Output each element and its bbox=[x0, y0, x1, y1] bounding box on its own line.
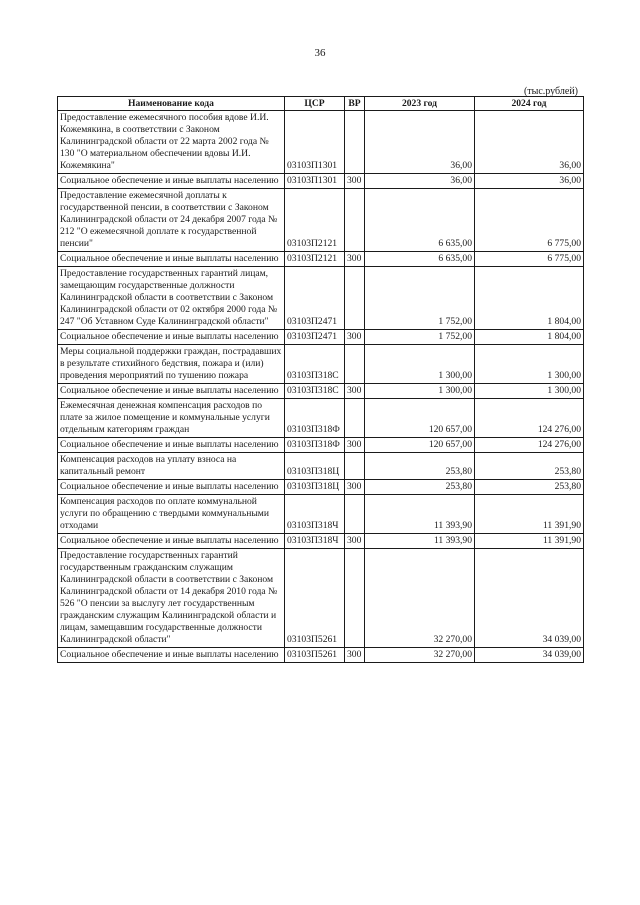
row-csr: 03103П2121 bbox=[285, 189, 345, 252]
row-2024: 1 804,00 bbox=[475, 330, 584, 345]
row-csr: 03103П318Ц bbox=[285, 453, 345, 480]
row-csr: 03103П2121 bbox=[285, 252, 345, 267]
row-2023: 1 300,00 bbox=[365, 345, 475, 384]
row-2023: 6 635,00 bbox=[365, 189, 475, 252]
table-row bbox=[58, 330, 584, 345]
row-2024: 253,80 bbox=[475, 453, 584, 480]
row-2023: 32 270,00 bbox=[365, 648, 475, 663]
row-vr: 300 bbox=[345, 480, 365, 495]
header-vr: ВР bbox=[345, 97, 365, 111]
row-vr: 300 bbox=[345, 534, 365, 549]
table-row bbox=[58, 111, 584, 174]
page-number: 36 bbox=[314, 47, 326, 59]
table-row bbox=[58, 453, 584, 480]
row-2023: 120 657,00 bbox=[365, 438, 475, 453]
row-csr: 03103П2471 bbox=[285, 330, 345, 345]
row-vr: 300 bbox=[345, 174, 365, 189]
header-2024: 2024 год bbox=[475, 97, 584, 111]
row-2023: 253,80 bbox=[365, 453, 475, 480]
row-name: Социальное обеспечение и иные выплаты населению bbox=[58, 648, 285, 663]
row-name: Предоставление государственных гарантий лицам, замещающим государственные должности Калининградской области в соответствии с Законом Калининградской области от 02 октября 2000 года № 247 "Об Уставном Суде Калининградской области" bbox=[58, 267, 285, 330]
row-csr: 03103П1301 bbox=[285, 111, 345, 174]
table-row bbox=[58, 252, 584, 267]
row-2023: 1 752,00 bbox=[365, 267, 475, 330]
row-2024: 36,00 bbox=[475, 111, 584, 174]
row-2024: 124 276,00 bbox=[475, 438, 584, 453]
row-2024: 36,00 bbox=[475, 174, 584, 189]
header-name: Наименование кода bbox=[58, 97, 285, 111]
row-2023: 32 270,00 bbox=[365, 549, 475, 648]
row-name: Социальное обеспечение и иные выплаты населению bbox=[58, 384, 285, 399]
row-2024: 34 039,00 bbox=[475, 549, 584, 648]
row-2023: 1 300,00 bbox=[365, 384, 475, 399]
row-vr: 300 bbox=[345, 438, 365, 453]
row-name: Меры социальной поддержки граждан, пострадавших в результате стихийного бедствия, пожара и (или) проведения мероприятий по тушению пожара bbox=[58, 345, 285, 384]
row-2024: 6 775,00 bbox=[475, 189, 584, 252]
table-row bbox=[58, 648, 584, 663]
row-2024: 124 276,00 bbox=[475, 399, 584, 438]
table-row bbox=[58, 534, 584, 549]
header-2023: 2023 год bbox=[365, 97, 475, 111]
table-row bbox=[58, 438, 584, 453]
table-row bbox=[58, 384, 584, 399]
row-name: Социальное обеспечение и иные выплаты населению bbox=[58, 252, 285, 267]
row-2024: 253,80 bbox=[475, 480, 584, 495]
row-name: Социальное обеспечение и иные выплаты населению bbox=[58, 480, 285, 495]
row-csr: 03103П318Ф bbox=[285, 438, 345, 453]
row-2024: 1 300,00 bbox=[475, 345, 584, 384]
row-vr: 300 bbox=[345, 384, 365, 399]
table-row bbox=[58, 189, 584, 252]
row-name: Ежемесячная денежная компенсация расходов по плате за жилое помещение и коммунальные услуги отдельным категориям граждан bbox=[58, 399, 285, 438]
row-name: Предоставление государственных гарантий государственным гражданским служащим Калининградской области в соответствии с Законом Калининградской области от 14 декабря 2010 года № 526 "О пенсии за выслугу лет государственным гражданским служащим Калининградской области и лицам, замещавшим государственные должности Калининградской области" bbox=[58, 549, 285, 648]
table-row bbox=[58, 399, 584, 438]
row-csr: 03103П318Ч bbox=[285, 534, 345, 549]
row-csr: 03103П5261 bbox=[285, 549, 345, 648]
row-2023: 11 393,90 bbox=[365, 534, 475, 549]
table-row bbox=[58, 174, 584, 189]
row-2023: 36,00 bbox=[365, 174, 475, 189]
row-2024: 11 391,90 bbox=[475, 495, 584, 534]
row-name: Предоставление ежемесячной доплаты к государственной пенсии, в соответствии с Законом Калининградской области от 24 декабря 2007 года № 212 "О ежемесячной доплате к государственной пенсии" bbox=[58, 189, 285, 252]
row-2023: 120 657,00 bbox=[365, 399, 475, 438]
table-row bbox=[58, 495, 584, 534]
row-name: Социальное обеспечение и иные выплаты населению bbox=[58, 174, 285, 189]
row-vr bbox=[345, 399, 365, 438]
row-2024: 11 391,90 bbox=[475, 534, 584, 549]
row-vr bbox=[345, 345, 365, 384]
row-vr bbox=[345, 267, 365, 330]
row-2023: 253,80 bbox=[365, 480, 475, 495]
row-vr bbox=[345, 453, 365, 480]
units-label: (тыс.рублей) bbox=[523, 86, 578, 97]
row-csr: 03103П2471 bbox=[285, 267, 345, 330]
row-vr: 300 bbox=[345, 252, 365, 267]
header-csr: ЦСР bbox=[285, 97, 345, 111]
row-vr bbox=[345, 189, 365, 252]
row-name: Компенсация расходов на уплату взноса на капитальный ремонт bbox=[58, 453, 285, 480]
row-2024: 1 804,00 bbox=[475, 267, 584, 330]
row-2023: 6 635,00 bbox=[365, 252, 475, 267]
table-row bbox=[58, 267, 584, 330]
row-vr: 300 bbox=[345, 648, 365, 663]
row-csr: 03103П1301 bbox=[285, 174, 345, 189]
row-name: Социальное обеспечение и иные выплаты населению bbox=[58, 438, 285, 453]
row-2024: 6 775,00 bbox=[475, 252, 584, 267]
row-vr bbox=[345, 549, 365, 648]
row-2024: 34 039,00 bbox=[475, 648, 584, 663]
budget-table bbox=[57, 96, 584, 663]
row-name: Компенсация расходов по оплате коммунальной услуги по обращению с твердыми коммунальными отходами bbox=[58, 495, 285, 534]
row-csr: 03103П318Ц bbox=[285, 480, 345, 495]
row-2023: 1 752,00 bbox=[365, 330, 475, 345]
row-name: Предоставление ежемесячного пособия вдове И.И. Кожемякина, в соответствии с Законом Калининградской области от 22 марта 2002 года № 130 "О материальном обеспечении вдовы И.И. Кожемякина" bbox=[58, 111, 285, 174]
row-csr: 03103П318Ф bbox=[285, 399, 345, 438]
row-csr: 03103П5261 bbox=[285, 648, 345, 663]
row-vr bbox=[345, 495, 365, 534]
row-csr: 03103П318С bbox=[285, 345, 345, 384]
table-header-row bbox=[58, 97, 584, 111]
row-name: Социальное обеспечение и иные выплаты населению bbox=[58, 330, 285, 345]
row-vr: 300 bbox=[345, 330, 365, 345]
row-vr bbox=[345, 111, 365, 174]
row-2024: 1 300,00 bbox=[475, 384, 584, 399]
row-csr: 03103П318С bbox=[285, 384, 345, 399]
row-2023: 36,00 bbox=[365, 111, 475, 174]
row-name: Социальное обеспечение и иные выплаты населению bbox=[58, 534, 285, 549]
table-row bbox=[58, 345, 584, 384]
table-row bbox=[58, 549, 584, 648]
table-row bbox=[58, 480, 584, 495]
row-2023: 11 393,90 bbox=[365, 495, 475, 534]
row-csr: 03103П318Ч bbox=[285, 495, 345, 534]
